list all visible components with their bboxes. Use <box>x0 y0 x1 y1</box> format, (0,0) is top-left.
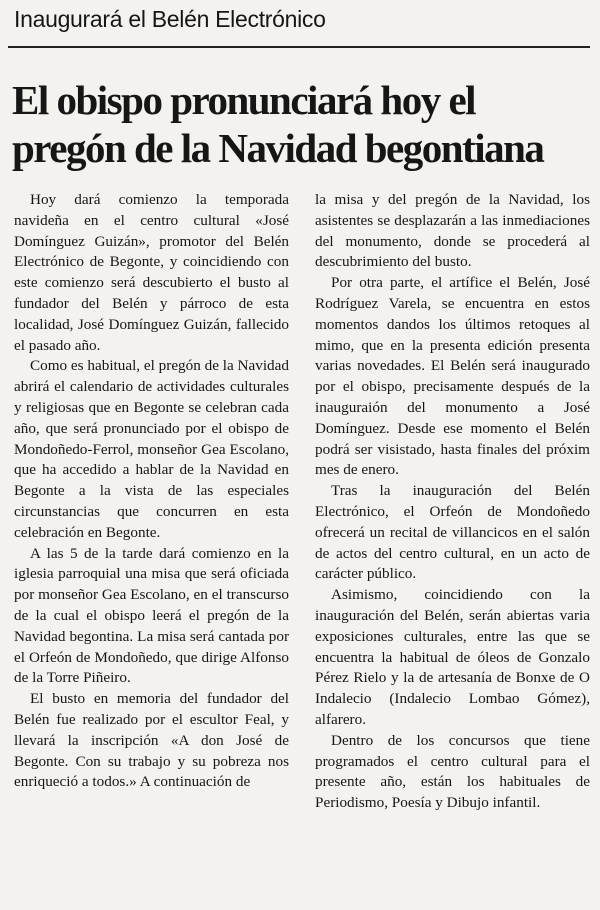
paragraph: El busto en memoria del fundador del Belén fue realizado por el escultor Feal, y llevará la inscripción «A don José de Begonte. Con su trabajo y su pobreza nos enriqueció a todos.» A continuación de <box>14 690 289 791</box>
headline-line-1: El obispo pronunciará hoy el <box>12 77 476 123</box>
kicker-title: Inaugurará el Belén Electrónico <box>14 6 326 32</box>
column-left <box>14 190 289 902</box>
paragraph: A las 5 de la tarde dará comienzo en la iglesia parroquial una misa que será oficiada por monseñor Gea Escolano, en el transcurso de la cual el obispo leerá el pregón de la Navidad begontina. La misa será cantada por el Orfeón de Mondoñedo, que dirige Alfonso de la Torre Piñeiro. <box>14 544 289 687</box>
paragraph: Tras la inauguración del Belén Electrónico, el Orfeón de Mondoñedo ofrecerá un recital de villancicos en el salón de actos del centro cultural, en un acto de carácter público. <box>315 482 590 583</box>
headline-line-2: pregón de la Navidad begontiana <box>12 125 544 171</box>
paragraph: Hoy dará comienzo la temporada navideña en el centro cultural «José Domínguez Guizán», promotor del Belén Electrónico de Begonte, y coincidiendo con este comienzo será descubierto el busto al fundador del Belén y párroco de esta localidad, José Domínguez Guizán, fallecido el pasado año. <box>14 191 289 354</box>
paragraph: Por otra parte, el artífice el Belén, José Rodríguez Varela, se encuentra en estos momentos dandos los últimos retoques al mimo, que en la presenta edición presenta varias novedades. El Belén será inaugurado por el obispo, precisamente después de la inauguraión del monumento a José Domínguez. Desde ese momento el Belén podrá ser visistado, hasta finales del próxim mes de enero. <box>315 274 590 479</box>
paragraph: Dentro de los concursos que tiene programados el centro cultural para el presente año, están los habituales de Periodismo, Poesía y Dibujo infantil. <box>315 731 590 812</box>
paragraph: Asimismo, coincidiendo con la inauguración del Belén, serán abiertas varia exposiciones culturales, entre las que se encuentra la habitual de óleos de Gonzalo Pérez Rielo y la de artesanía de Bonxe de O Indalecio (Indalecio Lombao Gómez), alfarero. <box>315 586 590 728</box>
header-rule <box>8 46 590 48</box>
headline <box>12 76 592 172</box>
paragraph: Como es habitual, el pregón de la Navidad abrirá el calendario de actividades culturales y religiosas que en Begonte se celebran cada año, que será pronunciado por el obispo de Mondoñedo-Ferrol, monseñor Gea Escolano, que ha accedido a hablar de la Navidad en Begonte a la vista de las especiales circunstancias que concurren en esta celebración en Begonte. <box>14 357 289 541</box>
article-body <box>14 190 590 902</box>
column-right <box>315 190 590 902</box>
paragraph: la misa y del pregón de la Navidad, los asistentes se desplazarán a las inmediaciones del monumento, donde se procederá al descubrimiento del busto. <box>315 191 590 271</box>
